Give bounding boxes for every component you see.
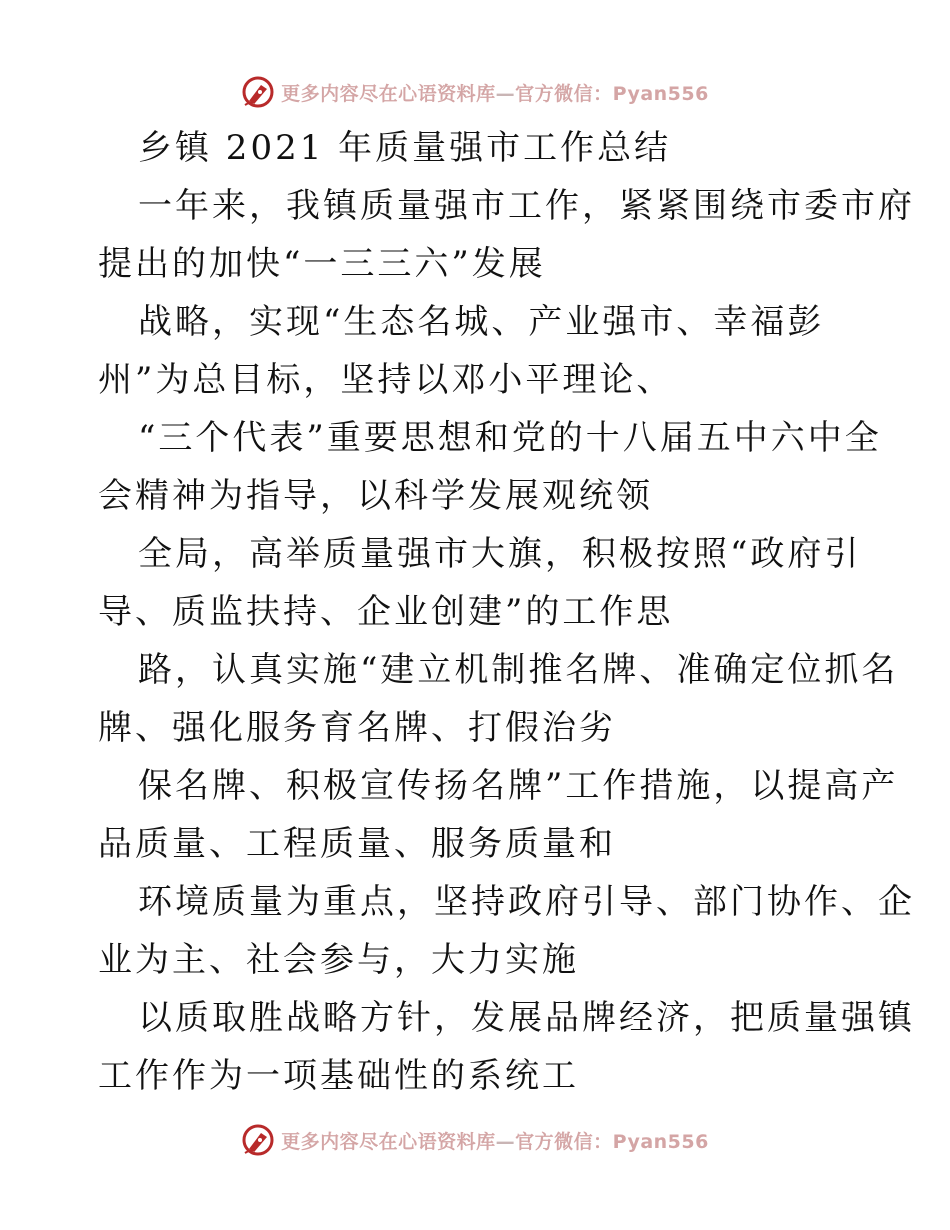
text-line: 路，认真实施“建立机制推名牌、准确定位抓名 bbox=[138, 650, 899, 690]
text-line: 保名牌、积极宣传扬名牌”工作措施，以提高产 bbox=[138, 766, 899, 806]
pen-nib-circle-icon bbox=[241, 1123, 275, 1157]
text-line: 业为主、社会参与，大力实施 bbox=[98, 940, 579, 980]
text-line: 牌、强化服务育名牌、打假治劣 bbox=[98, 708, 616, 748]
text-line: “三个代表”重要思想和党的十八届五中六中全 bbox=[138, 418, 882, 458]
text-line: 品质量、工程质量、服务质量和 bbox=[98, 824, 616, 864]
footer-watermark bbox=[0, 1120, 950, 1160]
header-watermark bbox=[0, 72, 950, 112]
text-line: 一年来，我镇质量强市工作，紧紧围绕市委市府 bbox=[138, 186, 915, 226]
text-line: 工作作为一项基础性的系统工 bbox=[98, 1056, 579, 1096]
text-line: 导、质监扶持、企业创建”的工作思 bbox=[98, 592, 674, 632]
document-title: 乡镇 2021 年质量强市工作总结 bbox=[138, 128, 672, 168]
text-line: 战略，实现“生态名城、产业强市、幸福彭 bbox=[138, 302, 825, 342]
text-line: 提出的加快“一三三六”发展 bbox=[98, 244, 546, 284]
watermark-text: 更多内容尽在心语资料库—官方微信：Pyan556 bbox=[281, 1130, 709, 1153]
text-line: 环境质量为重点，坚持政府引导、部门协作、企 bbox=[138, 882, 915, 922]
pen-nib-circle-icon bbox=[241, 75, 275, 109]
text-line: 会精神为指导，以科学发展观统领 bbox=[98, 476, 653, 516]
text-line: 州”为总目标，坚持以邓小平理论、 bbox=[98, 360, 674, 400]
text-line: 以质取胜战略方针，发展品牌经济，把质量强镇 bbox=[138, 998, 915, 1038]
watermark-text: 更多内容尽在心语资料库—官方微信：Pyan556 bbox=[281, 82, 709, 105]
text-line: 全局，高举质量强市大旗，积极按照“政府引 bbox=[138, 534, 862, 574]
